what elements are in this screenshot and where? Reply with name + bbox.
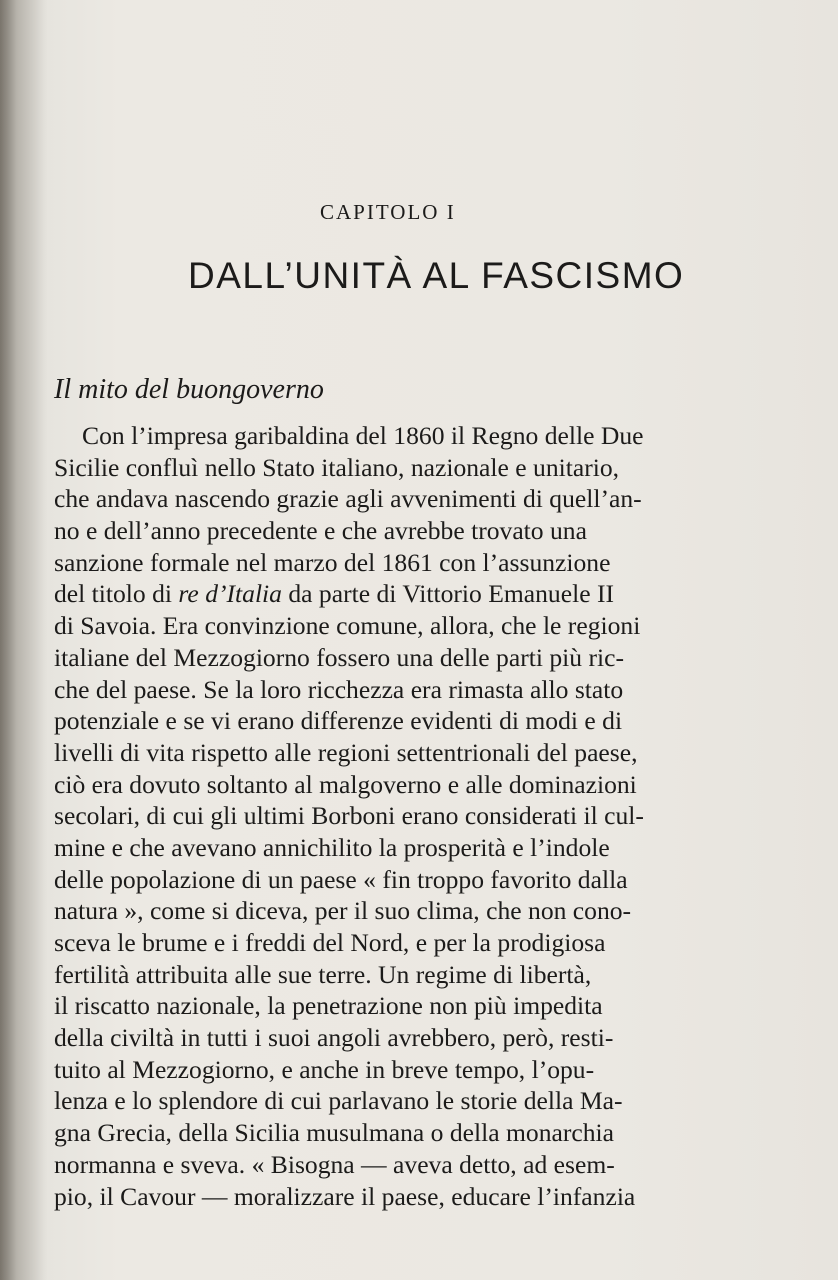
text-line: della civiltà in tutti i suoi angoli avrebbero, però, resti- xyxy=(54,1023,614,1053)
italic-title: re d’Italia xyxy=(178,579,282,609)
text-line: italiane del Mezzogiorno fossero una delle parti più ric- xyxy=(54,642,624,672)
text-line: potenziale e se vi erano differenze evidenti di modi e di xyxy=(54,706,623,736)
text-line: Con l’impresa garibaldina del 1860 il Regno delle Due xyxy=(82,421,644,450)
text-line: che del paese. Se la loro ricchezza era rimasta allo stato xyxy=(54,674,624,704)
text-line: secolari, di cui gli ultimi Borboni erano considerati il cul- xyxy=(54,801,644,831)
text-line: il riscatto nazionale, la penetrazione non più impedita xyxy=(54,991,603,1021)
text-line: mine e che avevano annichilito la prosperità e l’indole xyxy=(54,832,610,862)
text-line: delle popolazione di un paese « fin troppo favorito dalla xyxy=(54,864,628,894)
text-line: fertilità attribuita alle sue terre. Un regime di libertà, xyxy=(54,959,592,989)
binding-shadow xyxy=(0,0,48,1280)
text-line: no e dell’anno precedente e che avrebbe trovato una xyxy=(54,516,587,546)
text-line: sanzione formale nel marzo del 1861 con l’assunzione xyxy=(54,547,611,577)
text-line: pio, il Cavour — moralizzare il paese, educare l’infanzia xyxy=(54,1181,636,1211)
text-line: ciò era dovuto soltanto al malgoverno e alle dominazioni xyxy=(54,769,637,799)
text-line: Sicilie confluì nello Stato italiano, nazionale e unitario, xyxy=(54,452,620,482)
text-line: livelli di vita rispetto alle regioni settentrionali del paese, xyxy=(54,737,638,767)
section-heading: Il mito del buongoverno xyxy=(54,374,324,405)
text-line: che andava nascendo grazie agli avvenimenti di quell’an- xyxy=(54,484,642,514)
text-line: natura », come si diceva, per il suo clima, che non cono- xyxy=(54,896,632,926)
body-paragraph xyxy=(54,420,784,1212)
text-line: lenza e lo splendore di cui parlavano le storie della Ma- xyxy=(54,1086,623,1116)
chapter-title: DALL’UNITÀ AL FASCISMO xyxy=(188,255,685,296)
text-line: tuito al Mezzogiorno, e anche in breve tempo, l’opu- xyxy=(54,1054,595,1084)
chapter-label: CAPITOLO I xyxy=(320,200,456,224)
text-line: sceva le brume e i freddi del Nord, e per la prodigiosa xyxy=(54,928,606,957)
text-line: normanna e sveva. « Bisogna — aveva detto, ad esem- xyxy=(54,1149,615,1179)
text-line: del titolo di re d’Italia da parte di Vittorio Emanuele II xyxy=(54,579,614,609)
text-line: di Savoia. Era convinzione comune, allora, che le regioni xyxy=(54,611,641,641)
text-line: gna Grecia, della Sicilia musulmana o della monarchia xyxy=(54,1118,615,1148)
